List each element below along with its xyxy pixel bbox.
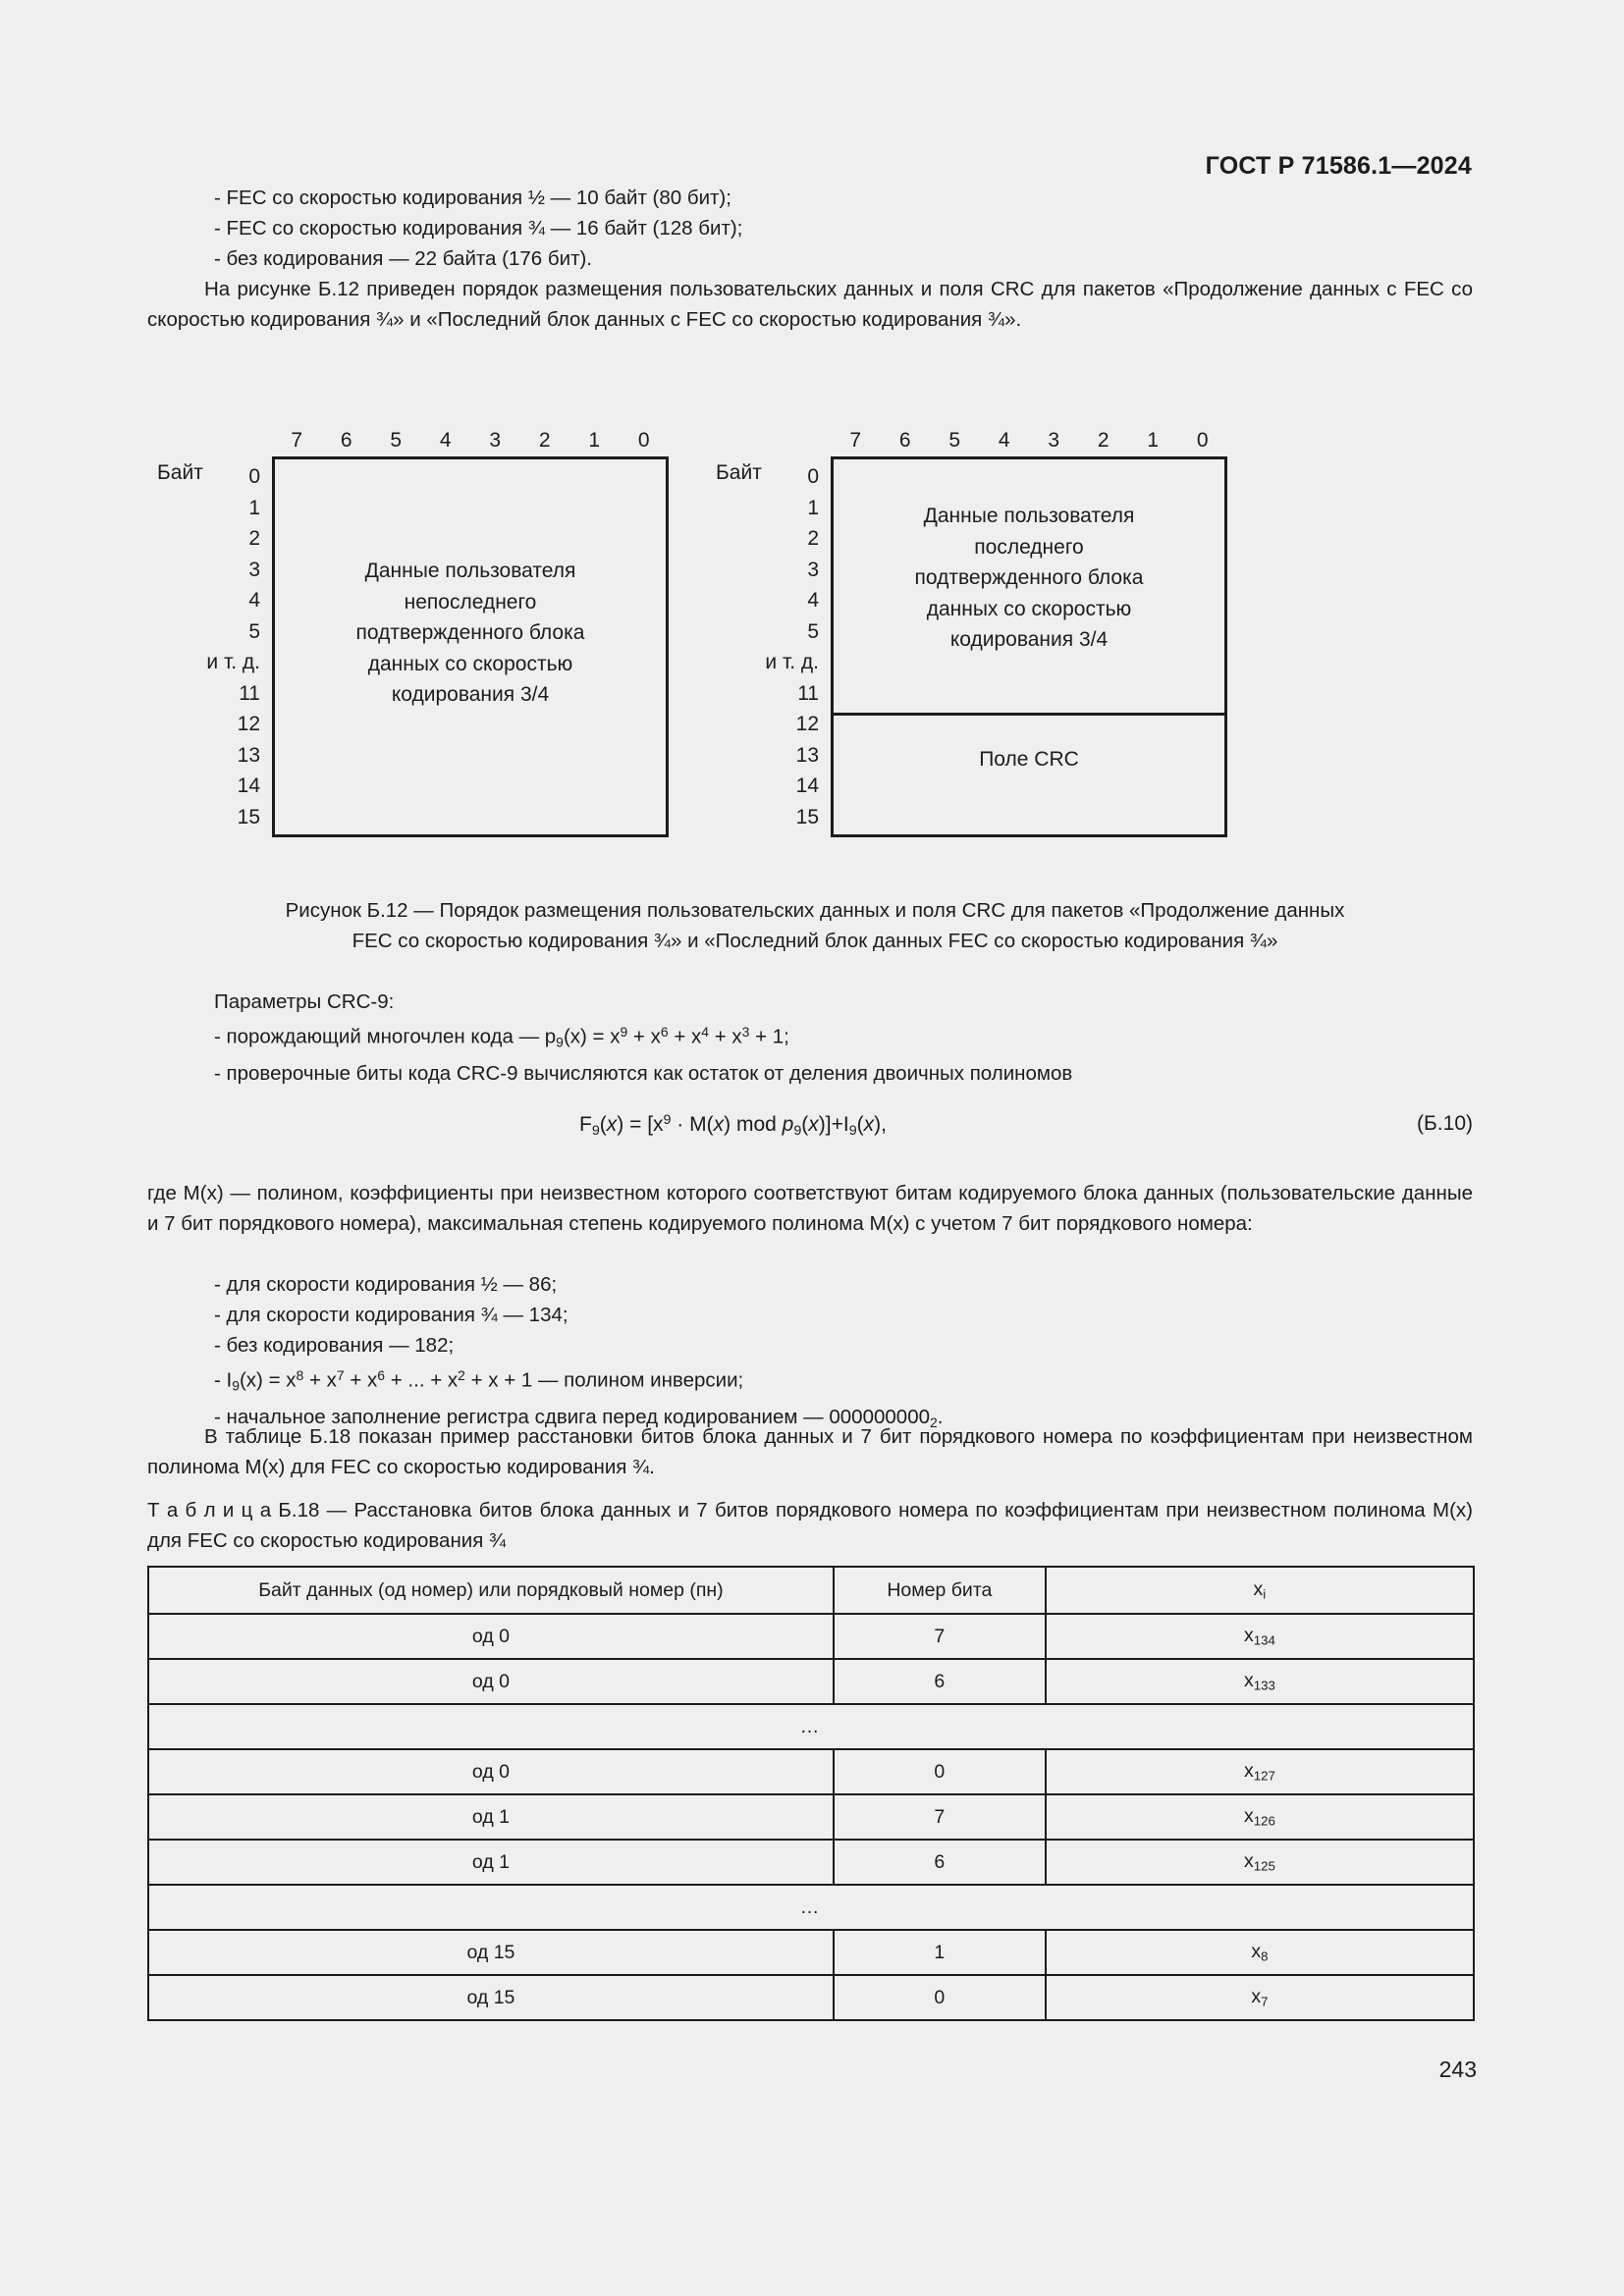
left-bit-3: 3 [489,429,502,452]
right-bit-6: 6 [898,429,911,452]
right-bit-4: 4 [998,429,1010,452]
left-byte-axis-label: Байт [157,461,203,484]
figure-caption-line-2: FEC со скоростью кодирования ¾» и «Последний блок данных FEC со скоростью кодирования ¾» [352,930,1278,952]
formula-b10-number: (Б.10) [1417,1112,1473,1135]
right-byte-row-0: 0 [807,465,819,488]
left-box-line-1: Данные пользователя [364,560,576,582]
cell-bit: 6 [834,1840,1046,1885]
right-box-line-5: кодирования 3/4 [949,628,1109,651]
cell-xi: $x_{125}$ [1046,1840,1474,1885]
table-header-row [148,1567,1474,1614]
cell-ellipsis: … [148,1885,1474,1930]
right-bit-index-row [831,429,1227,453]
left-bit-6: 6 [340,429,352,452]
right-byte-row-11: 11 [797,681,819,705]
crc-params-block [214,987,1072,1089]
table-ellipsis-row [148,1704,1474,1749]
table-header-xi: $x_i$ [1046,1567,1474,1614]
right-byte-row-5: 5 [807,619,819,643]
table-intro-paragraph: В таблице Б.18 показан пример расстановки битов блока данных и 7 бит порядкового номера по коэффициентам при неизвестном полинома M(x) для FEC со скоростью кодирования ¾. [147,1425,1473,1478]
figure-caption-line-1: Рисунок Б.12 — Порядок размещения пользовательских данных и поля CRC для пакетов «Продолжение данных [285,899,1345,922]
right-bit-2: 2 [1097,429,1110,452]
left-bit-1: 1 [588,429,601,452]
intro-bullet-2: - FEC со скоростью кодирования ¾ — 16 байт (128 бит); [214,217,743,240]
figure-caption [147,895,1483,956]
cell-ellipsis: … [148,1704,1474,1749]
table-ellipsis-row [148,1885,1474,1930]
cell-bit: 0 [834,1749,1046,1794]
cell-byte: од 0 [148,1659,834,1704]
right-box-line-1: Данные пользователя [923,505,1135,527]
right-byte-row-2: 2 [807,527,819,550]
cell-bit: 6 [834,1659,1046,1704]
where-paragraph: где M(x) — полином, коэффициенты при неизвестном которого соответствуют битам кодируемого блока данных (пользовательские данные и 7 бит порядкового номера), максимальная степень кодируемого полинома M(x) с учетом 7 бит порядкового номера: [147,1182,1473,1235]
left-bit-5: 5 [390,429,403,452]
crc-section-divider [831,713,1227,716]
cell-bit: 1 [834,1930,1046,1975]
cell-byte: од 1 [148,1794,834,1840]
right-byte-row-etc: и т. д. [765,651,819,673]
intro-bullet-list [214,183,742,274]
cell-byte: од 15 [148,1930,834,1975]
cell-xi: $x_{127}$ [1046,1749,1474,1794]
left-byte-row-2: 2 [248,527,260,550]
right-byte-row-14: 14 [795,774,819,797]
cell-bit: 0 [834,1975,1046,2020]
left-bit-2: 2 [538,429,551,452]
crc-check-bits-item: - проверочные биты кода CRC-9 вычисляются как остаток от деления двоичных полиномов [214,1061,1073,1085]
left-byte-row-0: 0 [248,465,260,488]
table-b18 [147,1566,1475,2021]
table-row [148,1840,1474,1885]
inversion-polynomial-bullet: - $I_9(x) = x^8 + x^7 + x^6$ + ... + $x^2 + x + 1$ — полином инверсии; [214,1367,744,1394]
left-bit-index-row [272,429,669,453]
table-header-byte: Байт данных (од номер) или порядковый номер (пн) [148,1567,834,1614]
left-box-line-2: непоследнего [404,590,537,614]
left-box-line-4: данных со скоростью [367,652,573,675]
table-row [148,1975,1474,2020]
table-row [148,1794,1474,1840]
cell-xi: $x_{134}$ [1046,1614,1474,1659]
shift-register-init-bullet: - начальное заполнение регистра сдвига перед кодированием — $000000000_2$. [214,1405,944,1430]
left-packet-box [272,456,669,837]
intro-bullet-3: - без кодирования — 22 байта (176 бит). [214,247,592,270]
left-byte-row-etc: и т. д. [206,651,260,673]
cell-xi: $x_8$ [1046,1930,1474,1975]
right-byte-row-15: 15 [795,805,819,828]
table-row [148,1614,1474,1659]
cell-xi: $x_{126}$ [1046,1794,1474,1840]
table-row [148,1930,1474,1975]
left-bit-7: 7 [291,429,303,452]
right-byte-row-12: 12 [795,713,819,735]
left-byte-number-column [133,461,260,832]
right-box-line-2: последнего [974,535,1084,559]
table-b18-title: Т а б л и ц а Б.18 — Расстановка битов блока данных и 7 битов порядкового номера по коэффициентам при неизвестном полинома M(x) для FEC со скоростью кодирования ¾ [147,1499,1473,1552]
cell-bit: 7 [834,1614,1046,1659]
right-bit-0: 0 [1196,429,1209,452]
right-byte-row-1: 1 [807,496,819,519]
right-byte-row-3: 3 [807,558,819,581]
cell-byte: од 1 [148,1840,834,1885]
right-byte-row-13: 13 [795,743,819,767]
left-byte-row-11: 11 [239,681,260,705]
left-packet-box-text [275,556,666,711]
crc-field-label: Поле CRC [979,748,1079,771]
table-header-bitnum: Номер бита [834,1567,1046,1614]
table-row [148,1659,1474,1704]
crc-params-heading: Параметры CRC-9: [214,990,395,1013]
left-byte-row-14: 14 [237,774,260,797]
formula-b10-expression: $F_9(x) = [x^9 \cdot M(x)$ mod $p_9(x)]+I_9(x)$, [579,1112,887,1139]
table-row [148,1749,1474,1794]
document-standard-header: ГОСТ Р 71586.1—2024 [1205,152,1472,180]
left-byte-row-5: 5 [248,619,260,643]
intro-paragraph: На рисунке Б.12 приведен порядок размещения пользовательских данных и поля CRC для пакетов «Продолжение данных с FEC со скоростью кодирования ¾» и «Последний блок данных с FEC со скоростью кодирования ¾». [147,278,1473,331]
left-byte-row-13: 13 [237,743,260,767]
degree-bullet-uncoded: - без кодирования — 182; [214,1334,455,1357]
left-box-line-3: подтвержденного блока [355,621,585,644]
right-packet-box-text [834,501,1224,656]
left-byte-row-4: 4 [248,589,260,612]
cell-xi: $x_7$ [1046,1975,1474,2020]
left-byte-row-1: 1 [248,496,260,519]
right-box-line-3: подтвержденного блока [914,566,1144,589]
left-box-line-5: кодирования 3/4 [391,683,550,706]
left-bit-0: 0 [637,429,650,452]
right-byte-number-column [691,461,819,832]
crc-generator-polynomial-item: - порождающий многочлен кода — $p_9(x) = x^9 + x^6 + x^4 + x^3 + 1$; [214,1024,789,1050]
right-box-line-4: данных со скоростью [926,597,1132,620]
degree-bullet-three-quarters: - для скорости кодирования ¾ — 134; [214,1304,568,1326]
left-byte-row-3: 3 [248,558,260,581]
page-number: 243 [1438,2056,1477,2082]
degree-bullet-list [214,1269,943,1437]
intro-bullet-1: - FEC со скоростью кодирования ½ — 10 байт (80 бит); [214,187,731,209]
left-bit-4: 4 [439,429,452,452]
cell-byte: од 0 [148,1749,834,1794]
cell-byte: од 0 [148,1614,834,1659]
cell-xi: $x_{133}$ [1046,1659,1474,1704]
right-bit-1: 1 [1147,429,1160,452]
left-byte-row-15: 15 [237,805,260,828]
cell-byte: од 15 [148,1975,834,2020]
left-byte-row-12: 12 [237,713,260,735]
right-packet-box [831,456,1227,837]
right-bit-5: 5 [948,429,961,452]
right-bit-7: 7 [849,429,862,452]
right-byte-row-4: 4 [807,589,819,612]
right-byte-axis-label: Байт [716,461,762,484]
right-bit-3: 3 [1048,429,1060,452]
degree-bullet-half: - для скорости кодирования ½ — 86; [214,1273,558,1296]
cell-bit: 7 [834,1794,1046,1840]
